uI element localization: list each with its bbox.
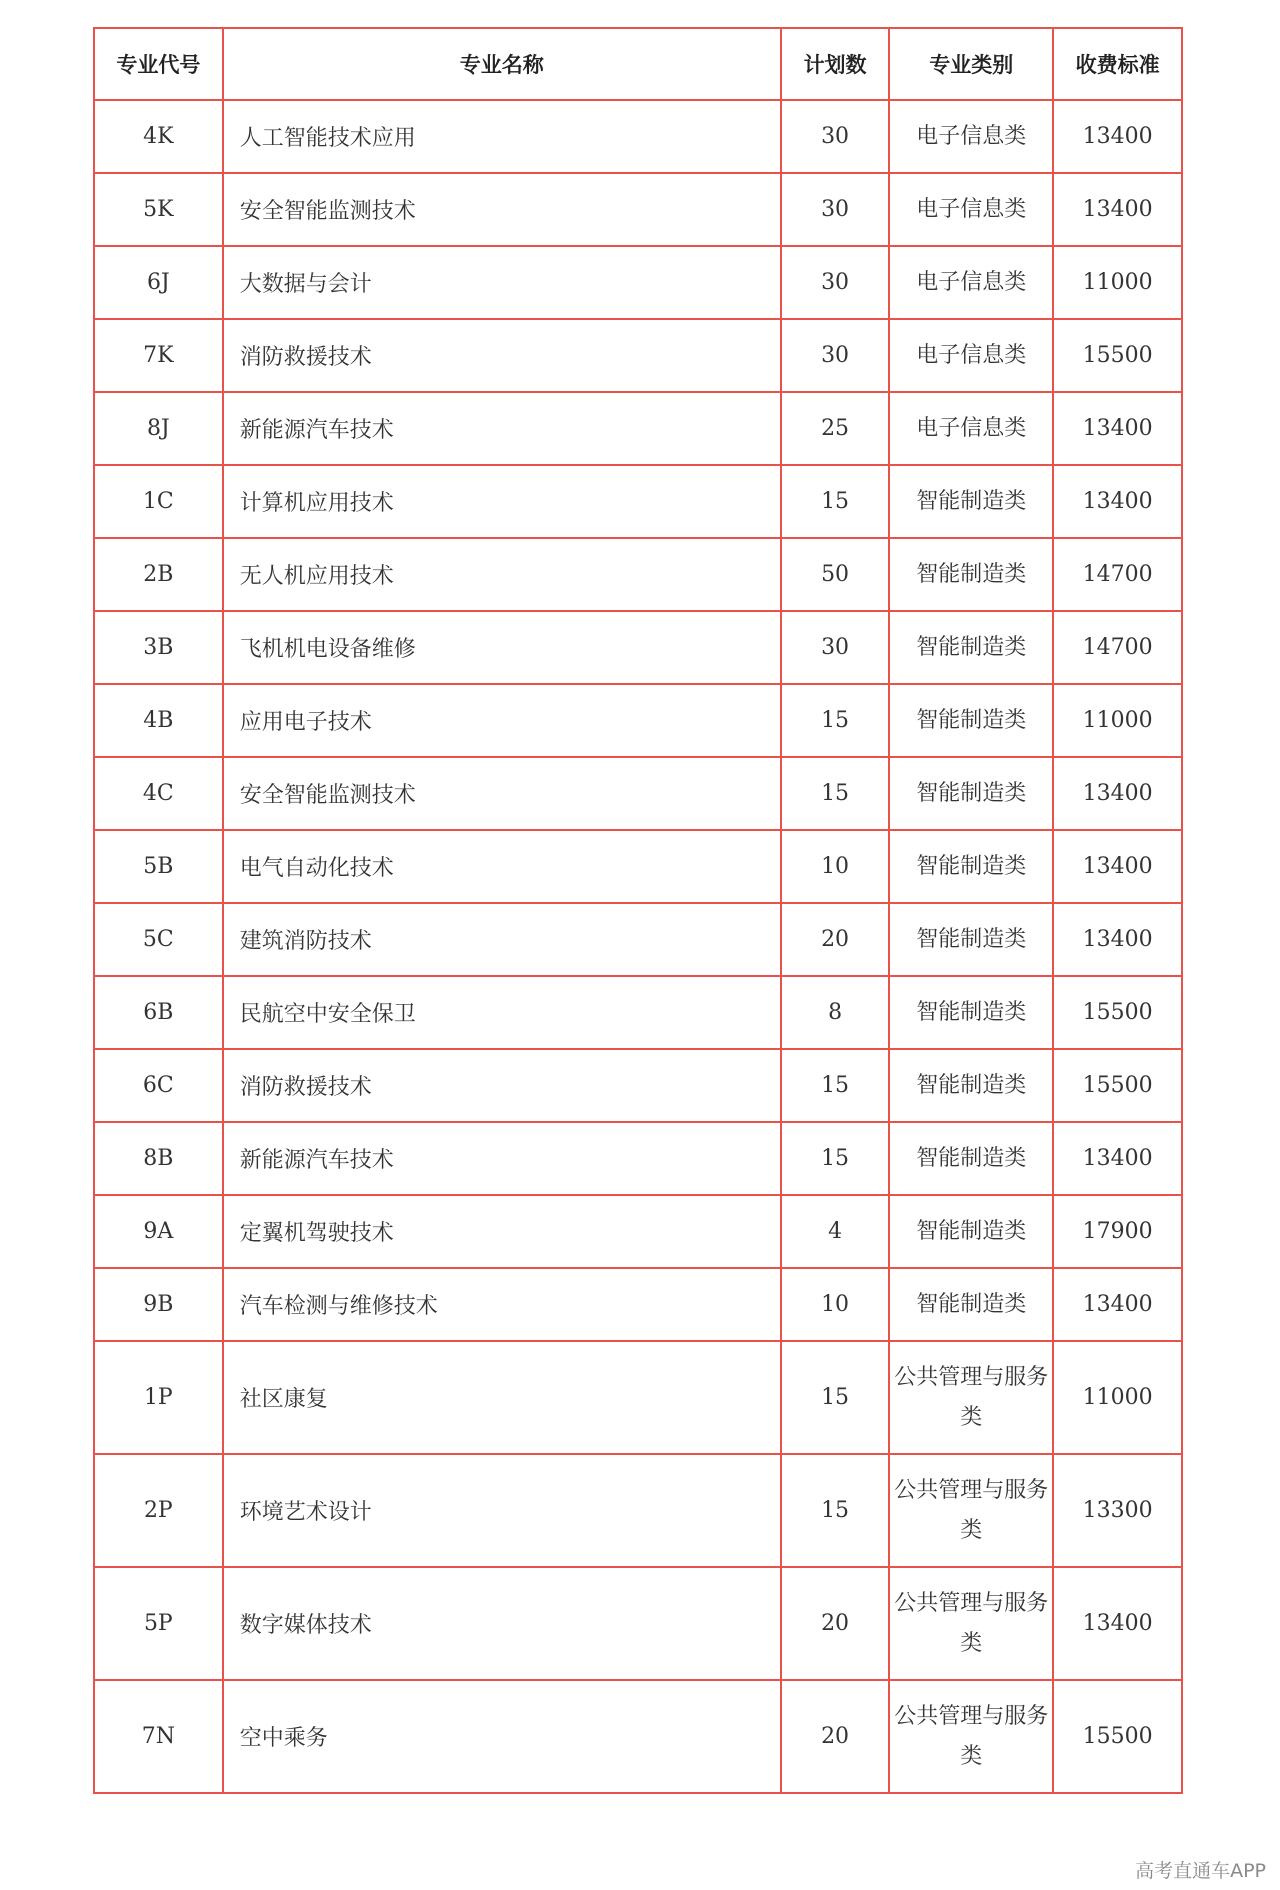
cell-name: 消防救援技术 <box>223 1049 781 1122</box>
cell-category: 公共管理与服务类 <box>889 1680 1053 1793</box>
table-row <box>94 611 1182 684</box>
cell-name: 消防救援技术 <box>223 319 781 392</box>
cell-name: 新能源汽车技术 <box>223 1122 781 1195</box>
cell-name: 安全智能监测技术 <box>223 757 781 830</box>
cell-fee: 13400 <box>1053 465 1182 538</box>
cell-name: 飞机机电设备维修 <box>223 611 781 684</box>
cell-plan: 20 <box>781 1567 890 1680</box>
cell-category: 智能制造类 <box>889 538 1053 611</box>
cell-fee: 17900 <box>1053 1195 1182 1268</box>
cell-plan: 30 <box>781 173 890 246</box>
cell-category: 智能制造类 <box>889 830 1053 903</box>
table-row <box>94 319 1182 392</box>
cell-code: 1P <box>94 1341 223 1454</box>
cell-code: 6J <box>94 246 223 319</box>
cell-fee: 13400 <box>1053 830 1182 903</box>
table-row <box>94 246 1182 319</box>
cell-category: 电子信息类 <box>889 100 1053 173</box>
cell-code: 5K <box>94 173 223 246</box>
table-row <box>94 1567 1182 1680</box>
cell-category: 智能制造类 <box>889 1195 1053 1268</box>
cell-code: 6C <box>94 1049 223 1122</box>
cell-fee: 11000 <box>1053 1341 1182 1454</box>
cell-plan: 20 <box>781 903 890 976</box>
table-row <box>94 538 1182 611</box>
cell-fee: 15500 <box>1053 319 1182 392</box>
cell-category: 智能制造类 <box>889 1268 1053 1341</box>
table-row <box>94 465 1182 538</box>
cell-code: 3B <box>94 611 223 684</box>
table-row <box>94 1454 1182 1567</box>
cell-code: 7N <box>94 1680 223 1793</box>
cell-fee: 11000 <box>1053 684 1182 757</box>
table-row <box>94 1195 1182 1268</box>
cell-category: 电子信息类 <box>889 392 1053 465</box>
cell-category: 公共管理与服务类 <box>889 1341 1053 1454</box>
cell-category: 电子信息类 <box>889 319 1053 392</box>
cell-category: 智能制造类 <box>889 903 1053 976</box>
cell-name: 汽车检测与维修技术 <box>223 1268 781 1341</box>
cell-plan: 15 <box>781 1454 890 1567</box>
cell-category: 智能制造类 <box>889 684 1053 757</box>
table-row <box>94 392 1182 465</box>
cell-code: 8J <box>94 392 223 465</box>
cell-plan: 10 <box>781 830 890 903</box>
table-row <box>94 100 1182 173</box>
cell-fee: 13400 <box>1053 757 1182 830</box>
table-row <box>94 1341 1182 1454</box>
cell-code: 1C <box>94 465 223 538</box>
cell-fee: 13400 <box>1053 1567 1182 1680</box>
cell-fee: 13400 <box>1053 100 1182 173</box>
cell-category: 智能制造类 <box>889 757 1053 830</box>
cell-code: 2B <box>94 538 223 611</box>
cell-name: 空中乘务 <box>223 1680 781 1793</box>
cell-category: 智能制造类 <box>889 611 1053 684</box>
table-row <box>94 1680 1182 1793</box>
cell-fee: 14700 <box>1053 611 1182 684</box>
majors-table <box>93 27 1183 1794</box>
cell-fee: 13400 <box>1053 903 1182 976</box>
cell-name: 民航空中安全保卫 <box>223 976 781 1049</box>
cell-plan: 4 <box>781 1195 890 1268</box>
table-row <box>94 830 1182 903</box>
cell-name: 人工智能技术应用 <box>223 100 781 173</box>
table-row <box>94 1049 1182 1122</box>
cell-name: 无人机应用技术 <box>223 538 781 611</box>
cell-category: 智能制造类 <box>889 976 1053 1049</box>
cell-name: 新能源汽车技术 <box>223 392 781 465</box>
cell-name: 定翼机驾驶技术 <box>223 1195 781 1268</box>
cell-plan: 15 <box>781 465 890 538</box>
table-row <box>94 173 1182 246</box>
cell-name: 计算机应用技术 <box>223 465 781 538</box>
table-row <box>94 1122 1182 1195</box>
cell-plan: 10 <box>781 1268 890 1341</box>
cell-name: 应用电子技术 <box>223 684 781 757</box>
watermark: 高考直通车APP <box>1135 1860 1266 1882</box>
table-row <box>94 1268 1182 1341</box>
cell-category: 智能制造类 <box>889 1122 1053 1195</box>
cell-fee: 15500 <box>1053 976 1182 1049</box>
table-row <box>94 757 1182 830</box>
cell-code: 5C <box>94 903 223 976</box>
cell-plan: 15 <box>781 1341 890 1454</box>
cell-plan: 15 <box>781 757 890 830</box>
cell-plan: 15 <box>781 1049 890 1122</box>
cell-code: 4C <box>94 757 223 830</box>
cell-code: 5B <box>94 830 223 903</box>
cell-fee: 13400 <box>1053 392 1182 465</box>
header-code: 专业代号 <box>94 28 223 100</box>
cell-fee: 14700 <box>1053 538 1182 611</box>
cell-plan: 50 <box>781 538 890 611</box>
cell-fee: 13400 <box>1053 173 1182 246</box>
cell-plan: 30 <box>781 319 890 392</box>
cell-category: 公共管理与服务类 <box>889 1454 1053 1567</box>
cell-code: 9B <box>94 1268 223 1341</box>
cell-plan: 20 <box>781 1680 890 1793</box>
cell-code: 2P <box>94 1454 223 1567</box>
cell-fee: 15500 <box>1053 1680 1182 1793</box>
cell-fee: 13400 <box>1053 1268 1182 1341</box>
cell-plan: 8 <box>781 976 890 1049</box>
header-name: 专业名称 <box>223 28 781 100</box>
cell-plan: 15 <box>781 1122 890 1195</box>
cell-fee: 11000 <box>1053 246 1182 319</box>
table-row <box>94 684 1182 757</box>
cell-plan: 15 <box>781 684 890 757</box>
header-row <box>94 28 1182 100</box>
cell-name: 安全智能监测技术 <box>223 173 781 246</box>
cell-name: 数字媒体技术 <box>223 1567 781 1680</box>
cell-code: 4B <box>94 684 223 757</box>
cell-plan: 25 <box>781 392 890 465</box>
cell-fee: 15500 <box>1053 1049 1182 1122</box>
cell-name: 电气自动化技术 <box>223 830 781 903</box>
cell-plan: 30 <box>781 246 890 319</box>
table-row <box>94 976 1182 1049</box>
header-plan: 计划数 <box>781 28 890 100</box>
cell-code: 6B <box>94 976 223 1049</box>
cell-category: 电子信息类 <box>889 173 1053 246</box>
cell-fee: 13300 <box>1053 1454 1182 1567</box>
cell-code: 8B <box>94 1122 223 1195</box>
cell-code: 9A <box>94 1195 223 1268</box>
cell-name: 大数据与会计 <box>223 246 781 319</box>
header-category: 专业类别 <box>889 28 1053 100</box>
cell-name: 建筑消防技术 <box>223 903 781 976</box>
cell-category: 电子信息类 <box>889 246 1053 319</box>
cell-plan: 30 <box>781 100 890 173</box>
cell-name: 社区康复 <box>223 1341 781 1454</box>
cell-category: 智能制造类 <box>889 1049 1053 1122</box>
table-row <box>94 903 1182 976</box>
cell-plan: 30 <box>781 611 890 684</box>
cell-code: 4K <box>94 100 223 173</box>
header-fee: 收费标准 <box>1053 28 1182 100</box>
cell-name: 环境艺术设计 <box>223 1454 781 1567</box>
cell-code: 5P <box>94 1567 223 1680</box>
cell-code: 7K <box>94 319 223 392</box>
cell-category: 公共管理与服务类 <box>889 1567 1053 1680</box>
cell-fee: 13400 <box>1053 1122 1182 1195</box>
cell-category: 智能制造类 <box>889 465 1053 538</box>
